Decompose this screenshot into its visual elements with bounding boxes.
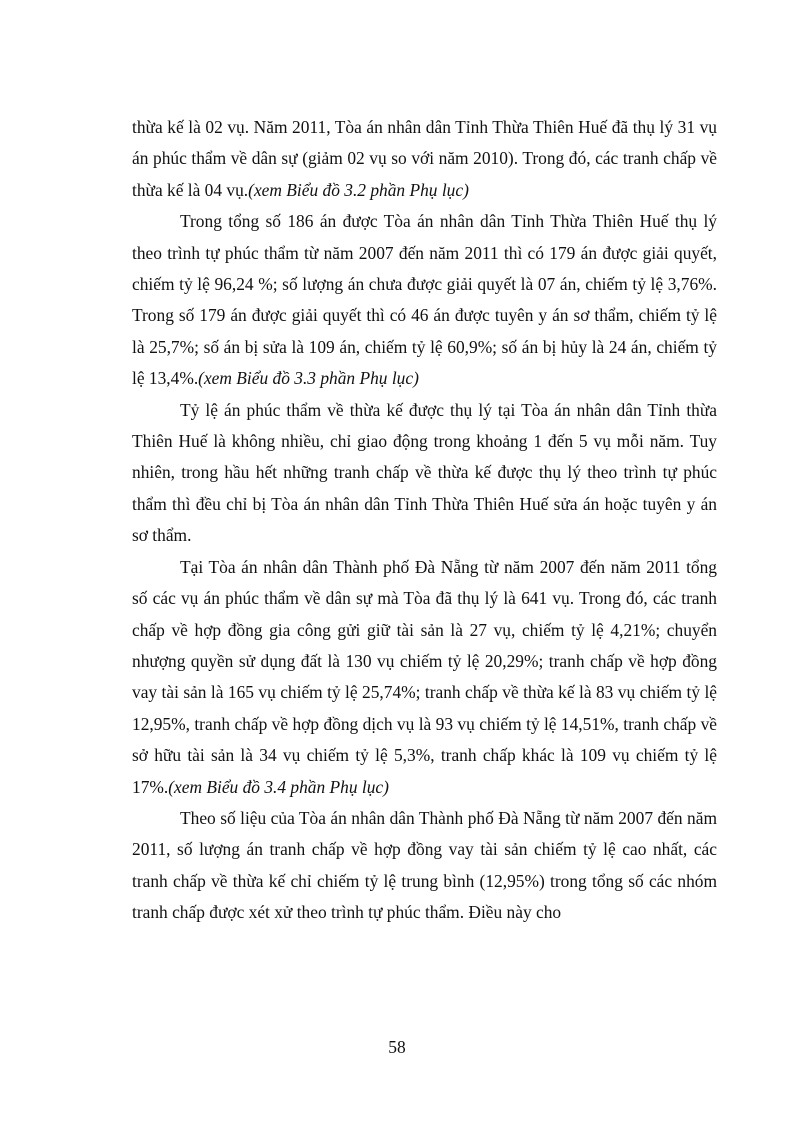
figure-reference: (xem Biểu đồ 3.2 phần Phụ lục)	[248, 179, 469, 200]
page-number: 58	[388, 1037, 406, 1057]
paragraph-text: Tại Tòa án nhân dân Thành phố Đà Nẵng từ năm 2007 đến năm 2011 tổng số các vụ án phúc thẩm về dân sự mà Tòa đã thụ lý là 641 vụ. Trong đó, các tranh chấp về hợp đồng gia công gửi giữ tài sản là 27 vụ, chiếm tỷ lệ 4,21%; chuyển nhượng quyền sử dụng đất là 130 vụ chiếm tỷ lệ 20,29%; tranh chấp về hợp đồng vay tài sản là 165 vụ chiếm tỷ lệ 25,74%; tranh chấp về thừa kế là 83 vụ chiếm tỷ lệ 12,95%, tranh chấp về hợp đồng dịch vụ là 93 vụ chiếm tỷ lệ 14,51%, tranh chấp về sở hữu tài sản là 34 vụ chiếm tỷ lệ 5,3%, tranh chấp khác là 109 vụ chiếm tỷ lệ 17%.	[132, 556, 717, 797]
paragraph-continuation	[132, 112, 717, 206]
page-body	[132, 112, 717, 929]
figure-reference: (xem Biểu đồ 3.4 phần Phụ lục)	[168, 776, 389, 797]
paragraph-text: Tỷ lệ án phúc thẩm về thừa kế được thụ lý tại Tòa án nhân dân Tỉnh thừa Thiên Huế là không nhiều, chỉ giao động trong khoảng 1 đến 5 vụ mỗi năm. Tuy nhiên, trong hầu hết những tranh chấp về thừa kế được thụ lý theo trình tự phúc thẩm thì đều chỉ bị Tòa án nhân dân Tỉnh Thừa Thiên Huế sửa án hoặc tuyên y án sơ thẩm.	[132, 399, 717, 546]
paragraph-hue-inheritance-rate	[132, 395, 717, 552]
paragraph-danang-cases	[132, 552, 717, 803]
paragraph-text: Trong tổng số 186 án được Tòa án nhân dân Tỉnh Thừa Thiên Huế thụ lý theo trình tự phúc thẩm từ năm 2007 đến năm 2011 thì có 179 án được giải quyết, chiếm tỷ lệ 96,24 %; số lượng án chưa được giải quyết là 07 án, chiếm tỷ lệ 3,76%. Trong số 179 án được giải quyết thì có 46 án được tuyên y án sơ thẩm, chiếm tỷ lệ là 25,7%; số án bị sửa là 109 án, chiếm tỷ lệ 60,9%; số án bị hủy là 24 án, chiếm tỷ lệ 13,4%.	[132, 211, 717, 389]
paragraph-hue-appeal-results	[132, 206, 717, 394]
paragraph-danang-analysis	[132, 803, 717, 929]
paragraph-text: thừa kế là 02 vụ. Năm 2011, Tòa án nhân dân Tỉnh Thừa Thiên Huế đã thụ lý 31 vụ án phúc thẩm về dân sự (giảm 02 vụ so với năm 2010). Trong đó, các tranh chấp về thừa kế là 04 vụ.	[132, 117, 717, 200]
paragraph-text: Theo số liệu của Tòa án nhân dân Thành phố Đà Nẵng từ năm 2007 đến năm 2011, số lượng án tranh chấp về hợp đồng vay tài sản chiếm tỷ lệ cao nhất, các tranh chấp về thừa kế chỉ chiếm tỷ lệ trung bình (12,95%) trong tổng số các nhóm tranh chấp được xét xử theo trình tự phúc thẩm. Điều này cho	[132, 807, 717, 923]
figure-reference: (xem Biểu đồ 3.3 phần Phụ lục)	[198, 368, 419, 389]
